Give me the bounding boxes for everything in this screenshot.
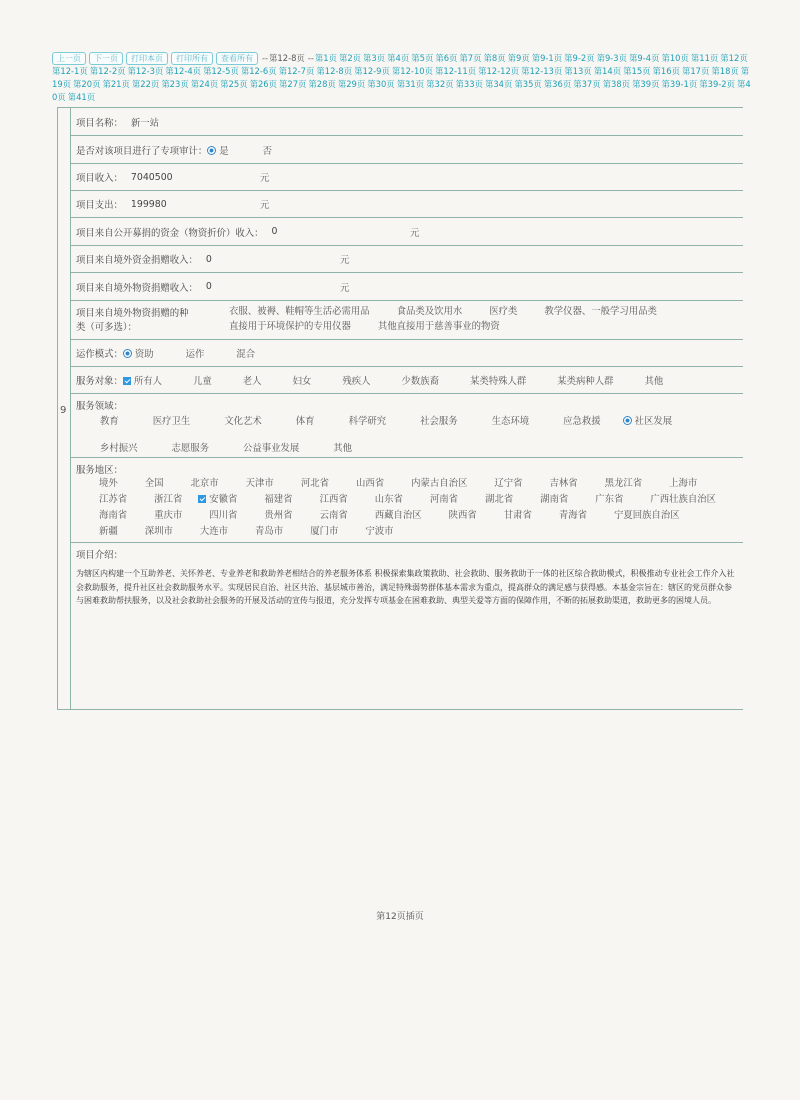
operation-mode-options bbox=[123, 346, 275, 360]
project-form bbox=[57, 107, 743, 710]
page-link[interactable]: 第12-5页 bbox=[203, 66, 239, 76]
service-region-option[interactable] bbox=[88, 492, 127, 508]
service-region-option[interactable] bbox=[235, 476, 274, 492]
service-region-option[interactable] bbox=[584, 492, 623, 508]
service-field-option[interactable] bbox=[160, 435, 210, 458]
project-intro-text: 为辖区内构建一个互助养老、关怀养老、专业养老和救助养老相结合的养老服务体系 积极探索集政策救助、社会救助、服务救助于一体的社区综合救助模式，积极推动专业社会工作介入社会救助服务，提升社区社会救助服务水平。实现居民自治、社区共治、基层城市善治，满足特殊弱势群体基本需求为重点，提高群众的满足感与获得感。本基金宗旨在：辖区的党员群众参与困难救助帮扶服务，以及社会救助社会服务的开展及活动的宣传与报道，充分发挥专项基金在困难救助、典型关爱等方面的保障作用，不断的拓展救助渠道，救助更多的困境人员。 bbox=[76, 569, 735, 605]
service-region-option[interactable] bbox=[299, 524, 338, 540]
service-field-option[interactable] bbox=[88, 408, 119, 435]
foreign-goods-row bbox=[70, 273, 743, 301]
toolbar-button-0[interactable]: 上一页 bbox=[52, 52, 86, 65]
audit-option[interactable] bbox=[207, 143, 228, 157]
service-region-option[interactable] bbox=[309, 492, 348, 508]
service-target-option[interactable] bbox=[182, 373, 212, 387]
project-intro-row bbox=[70, 543, 743, 705]
page-navigation bbox=[52, 52, 752, 104]
service-fields-options bbox=[76, 408, 743, 458]
service-field-option-label: 教育 bbox=[100, 416, 119, 427]
toolbar-button-1[interactable]: 下一页 bbox=[89, 52, 123, 65]
page-footer: 第12页插页 bbox=[376, 912, 424, 922]
page-link[interactable]: 第25页 bbox=[220, 79, 248, 89]
service-target-option[interactable] bbox=[331, 373, 370, 387]
page-link[interactable]: 第16页 bbox=[652, 66, 680, 76]
service-region-option[interactable] bbox=[253, 492, 292, 508]
page-link[interactable]: 第12-6页 bbox=[240, 66, 277, 76]
service-field-option-label: 公益事业发展 bbox=[243, 443, 300, 454]
service-regions-row bbox=[70, 458, 743, 543]
public-fund-value: 0 bbox=[271, 226, 278, 237]
goods-type-option-label: 其他直接用于慈善事业的物资 bbox=[377, 321, 500, 332]
goods-type-option[interactable] bbox=[218, 304, 370, 319]
service-region-option-label: 宁波市 bbox=[365, 526, 394, 537]
page-link[interactable]: 第33页 bbox=[455, 79, 483, 89]
service-target-option-label: 残疾人 bbox=[342, 376, 371, 387]
operation-mode-option[interactable] bbox=[123, 346, 154, 360]
foreign-fund-unit: 元 bbox=[340, 255, 350, 266]
service-region-option[interactable] bbox=[88, 524, 118, 540]
goods-type-option-label: 衣服、被褥、鞋帽等生活必需用品 bbox=[229, 306, 370, 317]
service-region-option-label: 山东省 bbox=[374, 494, 403, 505]
page-link[interactable]: 第12页 bbox=[720, 53, 748, 63]
service-field-option-label: 其他 bbox=[333, 443, 353, 454]
page-link[interactable]: 第39页 bbox=[632, 79, 660, 89]
radio-icon[interactable] bbox=[623, 416, 632, 425]
toolbar-button-2[interactable]: 打印本页 bbox=[126, 52, 168, 65]
service-field-option[interactable] bbox=[337, 408, 387, 435]
page-link[interactable]: 第12-3页 bbox=[127, 66, 164, 76]
service-target-option-label: 妇女 bbox=[292, 376, 312, 387]
service-field-option-label: 社区发展 bbox=[634, 416, 673, 427]
service-region-option[interactable] bbox=[529, 492, 568, 508]
page-link[interactable]: 第28页 bbox=[308, 79, 336, 89]
service-field-option[interactable] bbox=[231, 435, 299, 458]
service-region-option-label: 青岛市 bbox=[255, 526, 284, 537]
foreign-fund-row bbox=[70, 246, 743, 273]
audit-option-label: 是 bbox=[219, 145, 229, 157]
service-target-option[interactable] bbox=[282, 373, 312, 387]
service-region-option[interactable] bbox=[400, 476, 467, 492]
service-target-option-label: 某类特殊人群 bbox=[469, 376, 527, 387]
operation-mode-row bbox=[70, 340, 743, 367]
page-link[interactable]: 第32页 bbox=[426, 79, 454, 89]
service-field-option[interactable] bbox=[284, 408, 315, 435]
operation-mode-option[interactable] bbox=[174, 346, 205, 360]
page-link[interactable]: 第23页 bbox=[161, 79, 189, 89]
service-region-option[interactable] bbox=[88, 476, 118, 492]
page-link[interactable]: 第13页 bbox=[564, 66, 592, 76]
service-region-option[interactable] bbox=[483, 476, 522, 492]
public-fund-label: 项目来自公开募捐的资金（物资折价）收入： bbox=[76, 227, 264, 239]
page-link[interactable]: 第6页 bbox=[435, 53, 458, 63]
service-region-option[interactable] bbox=[180, 476, 219, 492]
service-region-option[interactable] bbox=[189, 524, 228, 540]
service-field-option-label: 应急救援 bbox=[563, 416, 601, 427]
page-link[interactable]: 第30页 bbox=[367, 79, 395, 89]
service-region-option-label: 安徽省 bbox=[209, 494, 238, 505]
service-target-option-label: 老人 bbox=[242, 376, 262, 387]
service-region-option-label: 新疆 bbox=[99, 526, 118, 537]
service-field-option[interactable] bbox=[623, 408, 673, 435]
page-link[interactable]: 第9-2页 bbox=[564, 53, 595, 63]
project-name-label: 项目名称： bbox=[76, 117, 123, 129]
service-region-option[interactable] bbox=[603, 508, 680, 524]
page-link[interactable]: 第12-7页 bbox=[278, 66, 315, 76]
goods-type-option[interactable] bbox=[533, 304, 657, 319]
service-target-option[interactable] bbox=[390, 373, 439, 387]
service-region-option[interactable] bbox=[474, 492, 513, 508]
service-region-option[interactable] bbox=[253, 508, 292, 524]
service-target-option[interactable] bbox=[123, 373, 162, 387]
service-field-option-label: 生态环境 bbox=[491, 416, 530, 427]
service-field-option-label: 医疗卫生 bbox=[152, 416, 191, 427]
service-target-option[interactable] bbox=[232, 373, 262, 387]
page-link[interactable]: 第34页 bbox=[484, 79, 513, 89]
service-field-option-label: 科学研究 bbox=[348, 416, 387, 427]
service-fields-label: 服务领域： bbox=[76, 401, 123, 412]
service-region-option-label: 福建省 bbox=[264, 494, 293, 505]
toolbar-button-4[interactable]: 查看所有 bbox=[216, 52, 258, 65]
service-field-option-label: 乡村振兴 bbox=[100, 443, 138, 454]
service-region-option[interactable] bbox=[198, 492, 237, 508]
page-link[interactable]: 第4页 bbox=[387, 53, 410, 63]
service-target-option-label: 其他 bbox=[644, 376, 664, 387]
service-region-option-label: 江苏省 bbox=[99, 494, 128, 505]
service-region-option-label: 山西省 bbox=[355, 478, 385, 489]
operation-mode-option[interactable] bbox=[224, 346, 255, 360]
service-region-option-label: 甘肃省 bbox=[503, 510, 532, 521]
expense-row bbox=[70, 191, 743, 218]
service-field-option-label: 文化艺术 bbox=[224, 416, 262, 427]
service-region-option[interactable] bbox=[493, 508, 532, 524]
service-region-option-label: 广西壮族自治区 bbox=[650, 494, 717, 505]
public-fund-row bbox=[70, 218, 743, 246]
service-region-option[interactable] bbox=[639, 492, 716, 508]
page-link[interactable]: 第12-2页 bbox=[89, 66, 126, 76]
expense-label: 项目支出： bbox=[76, 200, 123, 211]
service-regions-label: 服务地区： bbox=[76, 465, 123, 476]
operation-mode-option-label: 资助 bbox=[134, 349, 154, 360]
service-region-option[interactable] bbox=[539, 476, 578, 492]
service-target-option-label: 某类病种人群 bbox=[557, 376, 614, 387]
page-link[interactable]: 第29页 bbox=[337, 79, 366, 89]
page-link[interactable]: 第35页 bbox=[514, 79, 542, 89]
current-page-label: 第12-8页 bbox=[269, 53, 305, 63]
service-region-option-label: 宁夏回族自治区 bbox=[614, 510, 680, 521]
audit-option-label: 否 bbox=[262, 145, 273, 157]
service-region-option-label: 天津市 bbox=[245, 478, 274, 489]
service-region-option[interactable] bbox=[134, 476, 164, 492]
service-field-option[interactable] bbox=[551, 408, 601, 435]
page-link[interactable]: 第21页 bbox=[102, 79, 130, 89]
service-region-option-label: 湖北省 bbox=[484, 494, 514, 505]
project-intro-label: 项目介绍： bbox=[76, 550, 123, 561]
goods-type-option[interactable] bbox=[218, 319, 351, 334]
service-region-option-label: 江西省 bbox=[319, 494, 348, 505]
service-region-option[interactable] bbox=[143, 508, 182, 524]
foreign-fund-label: 项目来自境外资金捐赠收入： bbox=[76, 255, 198, 266]
service-region-option[interactable] bbox=[309, 508, 348, 524]
service-target-option[interactable] bbox=[546, 373, 613, 387]
page-link[interactable]: 第37页 bbox=[573, 79, 601, 89]
service-region-option[interactable] bbox=[364, 492, 403, 508]
goods-type-option[interactable] bbox=[386, 304, 463, 319]
service-region-option[interactable] bbox=[244, 524, 283, 540]
page-link[interactable]: 第12-13页 bbox=[521, 66, 563, 76]
service-region-option-label: 河南省 bbox=[429, 494, 458, 505]
page-link[interactable]: 第10页 bbox=[661, 53, 689, 63]
service-region-option[interactable] bbox=[364, 508, 422, 524]
page-link[interactable]: 第9-3页 bbox=[596, 53, 628, 63]
page-link[interactable]: 第15页 bbox=[623, 66, 651, 76]
page-link[interactable]: 第26页 bbox=[249, 79, 277, 89]
public-fund-unit: 元 bbox=[410, 227, 420, 239]
operation-mode-label: 运作模式： bbox=[76, 349, 123, 360]
service-field-option-label: 体育 bbox=[295, 416, 315, 427]
income-label: 项目收入： bbox=[76, 173, 123, 184]
service-region-option[interactable] bbox=[658, 476, 697, 492]
operation-mode-option-label: 混合 bbox=[236, 349, 256, 360]
page-link[interactable]: 第12-10页 bbox=[391, 66, 433, 76]
page-link[interactable]: 第39-2页 bbox=[699, 79, 736, 89]
service-target-option-label: 儿童 bbox=[193, 376, 212, 387]
service-field-option[interactable] bbox=[141, 408, 191, 435]
service-region-option-label: 广东省 bbox=[595, 494, 624, 505]
service-region-option-label: 西藏自治区 bbox=[374, 510, 422, 521]
service-targets-label: 服务对象： bbox=[76, 376, 123, 387]
page-link[interactable]: 第24页 bbox=[190, 79, 219, 89]
special-audit-options bbox=[207, 143, 294, 157]
row-number: 9 bbox=[60, 405, 67, 416]
page-link[interactable]: 第3页 bbox=[363, 53, 386, 63]
page-link[interactable]: 第39-1页 bbox=[661, 79, 698, 89]
checkbox-icon[interactable] bbox=[198, 495, 206, 503]
page-link[interactable]: 第36页 bbox=[543, 79, 572, 89]
page-link[interactable]: 第7页 bbox=[459, 53, 482, 63]
page-link[interactable]: 第9-4页 bbox=[629, 53, 660, 63]
page-link[interactable]: 第14页 bbox=[593, 66, 622, 76]
service-region-option-label: 海南省 bbox=[99, 510, 128, 521]
page-link[interactable]: 第41页 bbox=[67, 92, 96, 102]
goods-types-label bbox=[76, 307, 189, 335]
page-link[interactable]: 第40页 bbox=[52, 79, 751, 102]
radio-icon[interactable] bbox=[207, 146, 216, 155]
page-link[interactable]: 第17页 bbox=[681, 66, 710, 76]
goods-types-label-line2: 类（可多选）： bbox=[76, 322, 137, 333]
page-link[interactable]: 第12-1页 bbox=[52, 66, 88, 76]
page-link[interactable]: 第11页 bbox=[690, 53, 719, 63]
service-region-option-label: 云南省 bbox=[319, 510, 348, 521]
service-targets-row bbox=[70, 367, 743, 394]
service-region-option[interactable] bbox=[594, 476, 643, 492]
special-audit-label: 是否对该项目进行了专项审计： bbox=[76, 145, 208, 157]
service-region-option-label: 内蒙古自治区 bbox=[411, 478, 468, 489]
audit-option[interactable] bbox=[251, 143, 272, 157]
goods-types-options bbox=[218, 304, 738, 334]
service-field-option[interactable] bbox=[408, 408, 458, 435]
radio-icon[interactable] bbox=[123, 349, 132, 358]
service-region-option-label: 厦门市 bbox=[310, 526, 339, 537]
foreign-fund-value: 0 bbox=[205, 253, 212, 265]
service-region-option[interactable] bbox=[198, 508, 237, 524]
goods-type-option-label: 医疗类 bbox=[489, 306, 518, 317]
service-field-option-label: 社会服务 bbox=[420, 416, 458, 427]
page-link[interactable]: 第22页 bbox=[131, 79, 160, 89]
foreign-goods-unit: 元 bbox=[340, 282, 350, 294]
service-targets-options bbox=[123, 373, 683, 387]
service-region-option[interactable] bbox=[419, 492, 458, 508]
service-region-option-label: 四川省 bbox=[209, 510, 238, 521]
foreign-goods-label: 项目来自境外物资捐赠收入： bbox=[76, 282, 198, 294]
service-region-option-label: 陕西省 bbox=[448, 510, 477, 521]
income-value: 7040500 bbox=[130, 171, 173, 183]
page-link[interactable]: 第27页 bbox=[279, 79, 307, 89]
service-region-option[interactable] bbox=[345, 476, 384, 492]
service-region-option-label: 上海市 bbox=[669, 478, 698, 489]
page-link[interactable]: 第2页 bbox=[338, 53, 362, 63]
service-region-option[interactable] bbox=[438, 508, 477, 524]
goods-type-option-label: 食品类及饮用水 bbox=[396, 306, 463, 317]
service-target-option-label: 少数族裔 bbox=[401, 376, 439, 387]
goods-types-label-line1: 项目来自境外物资捐赠的种 bbox=[76, 308, 189, 319]
page-link[interactable]: 第19页 bbox=[52, 66, 750, 89]
service-field-option[interactable] bbox=[480, 408, 530, 435]
service-field-option[interactable] bbox=[321, 435, 352, 458]
service-region-option-label: 辽宁省 bbox=[494, 478, 523, 489]
page-link[interactable]: 第9页 bbox=[507, 53, 530, 63]
project-name-value: 新一站 bbox=[130, 117, 160, 129]
service-fields-row bbox=[70, 394, 743, 458]
goods-types-row bbox=[70, 301, 743, 340]
service-region-option[interactable] bbox=[290, 476, 329, 492]
service-field-option[interactable] bbox=[88, 435, 138, 458]
special-audit-row bbox=[70, 136, 743, 164]
income-row bbox=[70, 164, 743, 191]
expense-value: 199980 bbox=[130, 198, 167, 210]
page-link[interactable]: 第12-9页 bbox=[354, 66, 390, 76]
page-separator: -- bbox=[307, 53, 314, 63]
page-link[interactable]: 第18页 bbox=[711, 66, 739, 76]
goods-type-option-label: 直接用于环境保护的专用仪器 bbox=[229, 321, 351, 332]
service-region-option-label: 黑龙江省 bbox=[604, 478, 643, 489]
service-region-option-label: 浙江省 bbox=[154, 494, 183, 505]
page-link[interactable]: 第12-4页 bbox=[165, 66, 202, 76]
service-region-option[interactable] bbox=[134, 524, 173, 540]
service-region-option[interactable] bbox=[354, 524, 393, 540]
page-link[interactable]: 第12-8页 bbox=[316, 66, 353, 76]
expense-unit: 元 bbox=[260, 200, 270, 211]
page-link[interactable]: 第12-12页 bbox=[478, 66, 520, 76]
service-field-option-label: 志愿服务 bbox=[171, 443, 210, 454]
page-link[interactable]: 第8页 bbox=[483, 53, 506, 63]
operation-mode-option-label: 运作 bbox=[185, 349, 205, 360]
service-region-option-label: 青海省 bbox=[558, 510, 588, 521]
page-link[interactable]: 第9-1页 bbox=[531, 53, 563, 63]
service-region-option-label: 河北省 bbox=[300, 478, 329, 489]
service-region-option[interactable] bbox=[143, 492, 182, 508]
project-name-row bbox=[70, 108, 743, 136]
service-region-option[interactable] bbox=[88, 508, 127, 524]
goods-type-option[interactable] bbox=[478, 304, 517, 319]
income-unit: 元 bbox=[260, 173, 270, 184]
toolbar-button-3[interactable]: 打印所有 bbox=[171, 52, 213, 65]
page-link[interactable]: 第5页 bbox=[411, 53, 434, 63]
checkbox-icon[interactable] bbox=[123, 377, 131, 385]
page-link[interactable]: 第1页 bbox=[314, 53, 337, 63]
page-link[interactable]: 第38页 bbox=[602, 79, 631, 89]
service-region-option-label: 贵州省 bbox=[264, 510, 293, 521]
service-region-option-label: 湖南省 bbox=[540, 494, 569, 505]
page-separator: -- bbox=[262, 53, 269, 63]
service-region-option-label: 全国 bbox=[144, 478, 164, 489]
service-region-option-label: 境外 bbox=[99, 478, 118, 489]
service-region-option-label: 北京市 bbox=[190, 478, 219, 489]
page-link[interactable]: 第20页 bbox=[73, 79, 101, 89]
page-link[interactable]: 第12-11页 bbox=[434, 66, 477, 76]
service-target-option[interactable] bbox=[634, 373, 664, 387]
service-target-option[interactable] bbox=[459, 373, 526, 387]
page-link[interactable]: 第31页 bbox=[396, 79, 425, 89]
service-region-option-label: 大连市 bbox=[199, 526, 229, 537]
goods-type-option-label: 教学仪器、一般学习用品类 bbox=[544, 306, 657, 317]
service-region-option-label: 深圳市 bbox=[144, 526, 173, 537]
service-region-option-label: 重庆市 bbox=[154, 510, 183, 521]
service-field-option[interactable] bbox=[212, 408, 262, 435]
service-region-option-label: 吉林省 bbox=[549, 478, 578, 489]
service-regions-options bbox=[76, 476, 743, 540]
goods-type-option[interactable] bbox=[367, 319, 500, 334]
service-target-option-label: 所有人 bbox=[133, 376, 163, 387]
foreign-goods-value: 0 bbox=[205, 281, 212, 292]
service-region-option[interactable] bbox=[548, 508, 587, 524]
